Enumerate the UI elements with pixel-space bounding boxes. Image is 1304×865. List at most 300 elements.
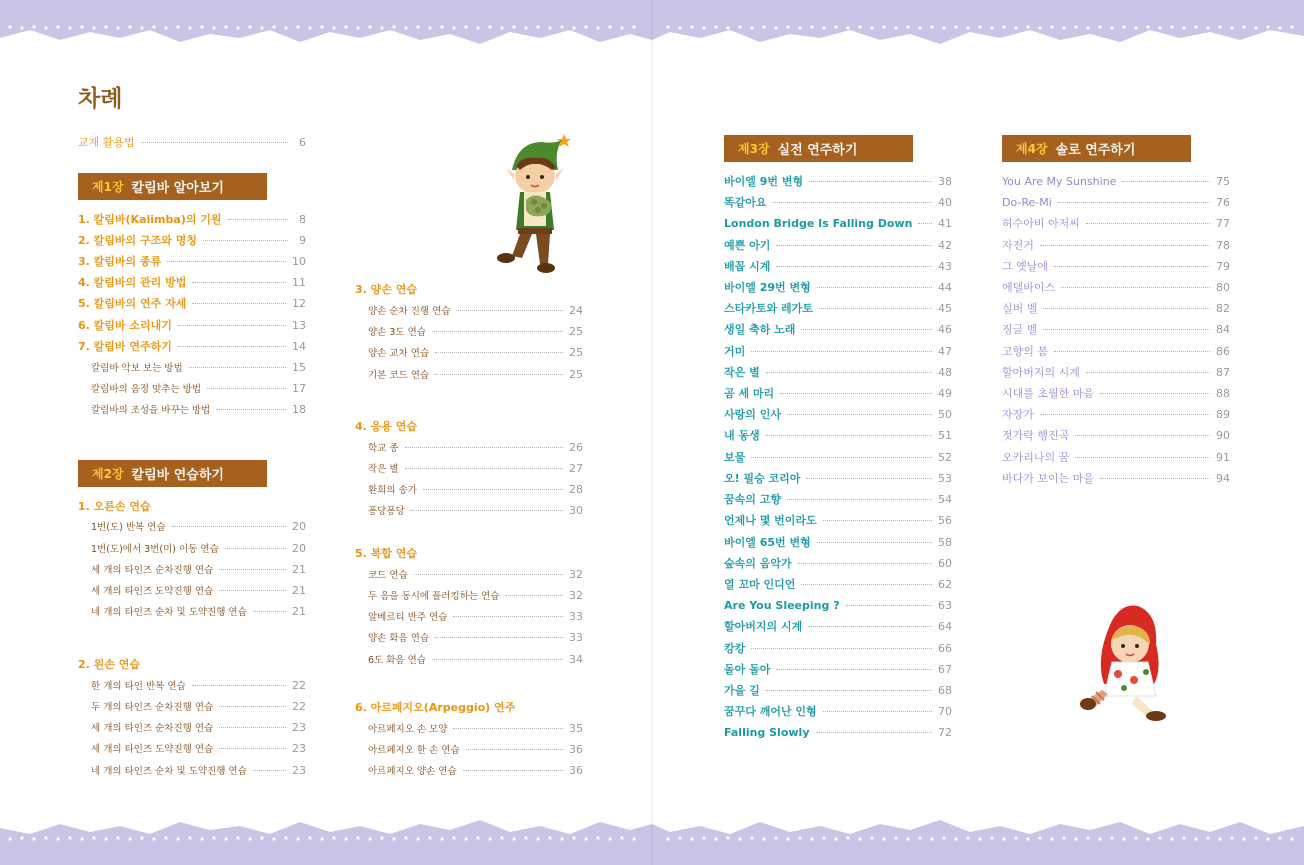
section-heading-both-hands[interactable]: 3. 양손 연습 [355,283,417,296]
toc-entry-label: 자전거 [1002,239,1034,252]
toc-entry-label: 캉캉 [724,642,746,655]
toc-entry-label: 세 개의 타인즈 순차진행 연습 [91,565,214,576]
leader-dots [787,414,932,415]
section-heading-right-hand[interactable]: 1. 오른손 연습 [78,500,151,513]
toc-entry-page: 28 [569,482,583,496]
toc-entry-label: 열 꼬마 인디언 [724,578,796,591]
toc-entry-page: 78 [1216,238,1230,252]
toc-entry[interactable] [724,576,952,592]
toc-entry-label: 바다가 보이는 마을 [1002,472,1095,485]
toc-entry-label: 젓가락 행진곡 [1002,429,1070,442]
toc-entry[interactable] [724,703,952,719]
toc-subentry[interactable] [78,698,306,714]
toc-entry-label: 생일 축하 노래 [724,323,796,336]
toc-entry-label: 양손 3도 연습 [368,327,426,338]
toc-entry-label: 할아버지의 시계 [724,620,803,633]
toc-entry-page: 40 [938,195,952,209]
toc-entry-label: 오! 필승 코리아 [724,472,801,485]
toc-entry[interactable] [724,406,952,422]
toc-subentry[interactable] [355,629,583,645]
leader-dots [1100,393,1210,394]
toc-entry-page: 15 [292,360,306,374]
toc-entry-page: 33 [569,630,583,644]
toc-entry[interactable] [1002,279,1230,295]
toc-entry[interactable] [1002,194,1230,210]
toc-entry[interactable] [724,173,952,189]
chapter-1-number: 제1장 [92,180,124,194]
leader-dots [505,595,563,596]
toc-entry-page: 27 [569,461,583,475]
leader-dots [780,393,932,394]
leader-dots [1043,329,1210,330]
toc-entry-page: 11 [292,275,306,289]
toc-entry[interactable] [1002,406,1230,422]
toc-entry-label: 아르페지오 한 손 연습 [368,745,460,756]
toc-entry[interactable] [724,491,952,507]
toc-entry-page: 64 [938,619,952,633]
toc-entry-label: 기본 코드 연습 [368,370,430,381]
toc-entry[interactable] [78,274,306,290]
leader-dots [801,329,932,330]
toc-subentry[interactable] [355,366,583,382]
toc-subentry[interactable] [355,481,583,497]
toc-entry[interactable] [724,279,952,295]
red-hood-girl-illustration [1078,600,1178,728]
toc-entry[interactable] [724,661,952,677]
toc-entry-page: 41 [938,216,952,230]
toc-entry-page: 25 [569,324,583,338]
leader-dots [776,245,932,246]
toc-entry-page: 63 [938,598,952,612]
toc-entry-page: 21 [292,583,306,597]
toc-entry-label: 자장가 [1002,408,1034,421]
toc-entry-page: 38 [938,174,952,188]
toc-entry-page: 45 [938,301,952,315]
leader-dots [1100,478,1210,479]
toc-entry-page: 43 [938,259,952,273]
leader-dots [172,526,286,527]
leader-dots [809,181,932,182]
toc-entry-label: 꿈꾸다 깨어난 인형 [724,705,817,718]
toc-entry-page: 87 [1216,365,1230,379]
toc-entry-page: 32 [569,588,583,602]
toc-entry-page: 67 [938,662,952,676]
toc-entry-page: 60 [938,556,952,570]
toc-entry[interactable] [1002,449,1230,465]
toc-entry-label: 네 개의 타인즈 순차 및 도약진행 연습 [91,607,247,618]
toc-entry-label: 꿈속의 고향 [724,493,781,506]
chapter-3-title: 실전 연주하기 [777,143,858,158]
toc-entry-page: 36 [569,763,583,777]
leader-dots [819,308,932,309]
toc-entry-label: 바이엘 65번 변형 [724,536,811,549]
toc-entry-page: 34 [569,652,583,666]
toc-entry-label: 1번(도)에서 3번(미) 이동 연습 [91,544,219,555]
toc-subentry[interactable] [78,401,306,417]
toc-entry[interactable] [78,253,306,269]
book-spine [651,0,653,865]
leader-dots [787,499,932,500]
toc-entry[interactable] [724,534,952,550]
leader-dots [253,770,286,771]
leader-dots [816,732,933,733]
toc-entry-label: 양손 화음 연습 [368,633,430,644]
toc-subentry[interactable] [78,719,306,735]
toc-entry[interactable] [1002,258,1230,274]
leader-dots [192,282,286,283]
toc-entry-page: 54 [938,492,952,506]
toc-subentry[interactable] [355,741,583,757]
leader-dots [766,690,932,691]
toc-entry-label: 고향의 봄 [1002,345,1049,358]
chapter-3-number: 제3장 [738,142,770,156]
toc-entry-label: 두 음을 동시에 플러킹하는 연습 [368,591,500,602]
chapter-4-number: 제4장 [1016,142,1048,156]
toc-subentry[interactable] [78,561,306,577]
toc-entry[interactable] [724,194,952,210]
toc-subentry[interactable] [78,603,306,619]
toc-entry-page: 35 [569,721,583,735]
toc-entry-page: 26 [569,440,583,454]
toc-subentry[interactable] [355,587,583,603]
leader-dots [456,310,563,311]
toc-entry-page: 13 [292,318,306,332]
toc-subentry[interactable] [355,720,583,736]
toc-entry-label: 예쁜 아기 [724,239,771,252]
leader-dots [423,489,563,490]
toc-entry[interactable] [1002,427,1230,443]
toc-entry[interactable] [724,343,952,359]
toc-entry[interactable] [724,237,952,253]
leader-dots [225,548,286,549]
toc-subentry[interactable] [78,380,306,396]
toc-entry-label: 아르페지오 양손 연습 [368,766,457,777]
toc-subentry[interactable] [78,677,306,693]
elf-boy-illustration [492,130,582,276]
toc-entry[interactable] [724,321,952,337]
toc-entry-label: 6도 화음 연습 [368,655,426,666]
leader-dots [1086,372,1210,373]
toc-entry-page: 33 [569,609,583,623]
toc-entry-label: 바이엘 29번 변형 [724,281,811,294]
toc-entry-page: 6 [299,135,306,149]
toc-entry-label: 양손 순차 진행 연습 [368,306,451,317]
toc-entry[interactable] [1002,343,1230,359]
toc-entry-label: 환희의 송가 [368,485,417,496]
toc-entry-page: 30 [569,503,583,517]
toc-entry[interactable] [724,258,952,274]
toc-entry[interactable] [724,364,952,380]
leader-dots [435,374,563,375]
toc-entry-page: 22 [292,678,306,692]
toc-entry-page: 42 [938,238,952,252]
leader-dots [453,728,563,729]
toc-entry-label: 6. 칼림바 소리내기 [78,319,172,332]
toc-subentry[interactable] [355,302,583,318]
toc-entry-label: 배꼽 시계 [724,260,771,273]
toc-entry-page: 82 [1216,301,1230,315]
toc-entry-label: Are You Sleeping ? [724,598,840,612]
toc-entry-label: 네 개의 타인즈 순차 및 도약진행 연습 [91,766,247,777]
toc-entry-page: 12 [292,296,306,310]
toc-entry[interactable] [1002,215,1230,231]
toc-entry-label: 작은 별 [368,464,399,475]
toc-entry-page: 48 [938,365,952,379]
section-heading-arpeggio[interactable]: 6. 아르페지오(Arpeggio) 연주 [355,701,516,714]
toc-entry-label: Falling Slowly [724,725,810,739]
toc-entry-page: 77 [1216,216,1230,230]
leader-dots [1058,202,1210,203]
toc-entry-label: 5. 칼림바의 연주 자세 [78,297,187,310]
toc-entry[interactable] [1002,385,1230,401]
toc-subentry[interactable] [78,740,306,756]
toc-entry-label: 사랑의 인사 [724,408,781,421]
toc-entry-page: 80 [1216,280,1230,294]
toc-subentry[interactable] [78,540,306,556]
toc-entry-page: 90 [1216,428,1230,442]
toc-entry[interactable] [1002,321,1230,337]
toc-entry[interactable] [724,618,952,634]
toc-entry[interactable] [724,215,952,231]
toc-entry-label: 숲속의 음악가 [724,557,792,570]
toc-entry-label: 코드 연습 [368,570,408,581]
toc-entry-page: 23 [292,763,306,777]
toc-entry[interactable] [724,470,952,486]
leader-dots [1075,435,1210,436]
toc-subentry[interactable] [355,460,583,476]
toc-entry-page: 50 [938,407,952,421]
toc-entry-label: 똑같아요 [724,196,767,209]
toc-entry-label: 언제나 몇 번이라도 [724,514,817,527]
leader-dots [776,266,932,267]
toc-entry-page: 75 [1216,174,1230,188]
toc-entry-label: 7. 칼림바 연주하기 [78,340,172,353]
toc-entry[interactable] [724,512,952,528]
toc-entry[interactable] [724,682,952,698]
toc-entry-label: 허수아비 아저씨 [1002,217,1080,230]
toc-entry[interactable] [78,295,306,311]
leader-dots [192,303,286,304]
toc-entry[interactable] [1002,364,1230,380]
leader-dots [751,351,932,352]
leader-dots [141,142,288,143]
toc-entry-label: 알베르티 반주 연습 [368,612,448,623]
leader-dots [776,669,932,670]
leader-dots [751,648,932,649]
toc-entry-label: Do-Re-Mi [1002,195,1052,209]
toc-entry-page: 23 [292,720,306,734]
toc-entry-label: 칼림바의 음정 맞추는 방법 [91,384,202,395]
toc-entry[interactable] [724,300,952,316]
leader-dots [178,346,286,347]
toc-entry-label: 3. 칼림바의 종류 [78,255,162,268]
leader-dots [466,749,563,750]
toc-subentry[interactable] [355,439,583,455]
leader-dots [219,590,286,591]
toc-entry-page: 17 [292,381,306,395]
toc-entry[interactable] [724,640,952,656]
toc-entry-label: 교재 활용법 [78,136,135,149]
leader-dots [432,659,563,660]
toc-subentry[interactable] [78,518,306,534]
toc-entry-label: 내 동생 [724,429,760,442]
leader-dots [1061,287,1210,288]
leader-dots [1043,308,1210,309]
toc-entry-page: 44 [938,280,952,294]
leader-dots [435,637,563,638]
toc-entry-label: 세 개의 타인즈 도약진행 연습 [91,744,214,755]
toc-entry-label: 두 개의 타인즈 순차진행 연습 [91,702,214,713]
toc-entry[interactable] [1002,173,1230,189]
toc-entry-page: 32 [569,567,583,581]
toc-entry-page: 10 [292,254,306,268]
leader-dots [823,711,932,712]
toc-entry-label: 세 개의 타인즈 순차진행 연습 [91,723,214,734]
toc-entry[interactable] [724,385,952,401]
toc-entry-label: 학교 종 [368,443,399,454]
leader-dots [846,605,932,606]
toc-entry[interactable] [78,232,306,248]
leader-dots [823,520,932,521]
leader-dots [1054,351,1210,352]
toc-entry[interactable] [724,449,952,465]
toc-entry-label: 4. 칼림바의 관리 방법 [78,276,187,289]
chapter-4-banner[interactable] [1002,135,1191,162]
toc-entry-page: 20 [292,519,306,533]
leader-dots [167,261,286,262]
toc-entry-label: 돌아 돌아 [724,663,771,676]
chapter-1-title: 칼림바 알아보기 [131,181,224,196]
toc-entry[interactable] [724,427,952,443]
toc-entry-label: 퐁당퐁당 [368,506,405,517]
toc-entry-label: 아르페지오 손 모양 [368,724,448,735]
toc-entry-page: 14 [292,339,306,353]
leader-dots [414,574,563,575]
toc-subentry[interactable] [355,651,583,667]
toc-entry-page: 9 [299,233,306,247]
leader-dots [219,727,286,728]
toc-entry-label: 한 개의 타인 반복 연습 [91,681,186,692]
toc-entry[interactable] [78,211,306,227]
toc-subentry[interactable] [78,359,306,375]
leader-dots [405,468,563,469]
toc-entry-page: 46 [938,322,952,336]
leader-dots [798,563,932,564]
toc-entry[interactable] [724,555,952,571]
leader-dots [216,409,286,410]
toc-entry-label: 스타카토와 레가토 [724,302,813,315]
toc-entry-label: 오카리나의 꿈 [1002,451,1070,464]
toc-entry-label: 칼림바 악보 보는 방법 [91,363,183,374]
toc-entry-label: 실버 벨 [1002,302,1038,315]
leader-dots [219,748,286,749]
leader-dots [189,367,286,368]
toc-entry-page: 24 [569,303,583,317]
chapter-3-banner[interactable] [724,135,913,162]
toc-entry[interactable] [1002,470,1230,486]
toc-entry-page: 68 [938,683,952,697]
toc-subentry[interactable] [355,608,583,624]
toc-subentry[interactable] [355,762,583,778]
toc-entry-page: 18 [292,402,306,416]
leader-dots [453,616,563,617]
toc-entry[interactable] [724,597,952,613]
chapter-4-title: 솔로 연주하기 [1055,143,1136,158]
toc-entry-page: 88 [1216,386,1230,400]
leader-dots [817,287,932,288]
leader-dots [817,542,932,543]
toc-subentry[interactable] [78,762,306,778]
toc-subentry[interactable] [355,323,583,339]
leader-dots [806,478,932,479]
toc-subentry[interactable] [355,502,583,518]
toc-entry-page: 86 [1216,344,1230,358]
leader-dots [435,352,563,353]
leader-dots [808,626,932,627]
toc-entry-label: 칼림바의 조성을 바꾸는 방법 [91,405,211,416]
leader-dots [463,770,563,771]
leader-dots [1086,223,1210,224]
toc-entry-label: 보물 [724,451,746,464]
toc-entry-label: 그 옛날에 [1002,260,1049,273]
chapter-1-banner[interactable] [78,173,267,200]
leader-dots [1040,245,1210,246]
chapter-2-banner[interactable] [78,460,267,487]
toc-entry-page: 62 [938,577,952,591]
toc-entry-label: London Bridge Is Falling Down [724,216,913,230]
leader-dots [411,510,563,511]
leader-dots [219,569,286,570]
toc-entry-page: 52 [938,450,952,464]
toc-entry-label: 1. 칼림바(Kalimba)의 기원 [78,213,222,226]
toc-entry-page: 51 [938,428,952,442]
toc-subentry[interactable] [355,344,583,360]
leader-dots [801,584,932,585]
toc-entry-label: 세 개의 타인즈 도약진행 연습 [91,586,214,597]
toc-entry-label: 1번(도) 반복 연습 [91,522,166,533]
leader-dots [219,706,286,707]
toc-entry[interactable] [78,317,306,333]
toc-entry[interactable] [1002,237,1230,253]
section-heading-left-hand[interactable]: 2. 왼손 연습 [78,658,140,671]
toc-entry-page: 58 [938,535,952,549]
toc-entry-page: 91 [1216,450,1230,464]
toc-entry[interactable] [78,338,306,354]
toc-entry-page: 89 [1216,407,1230,421]
toc-subentry[interactable] [355,566,583,582]
toc-entry-page: 22 [292,699,306,713]
toc-entry[interactable] [724,724,952,740]
section-heading-applied[interactable]: 4. 응용 연습 [355,420,417,433]
toc-entry-label: 거미 [724,345,746,358]
toc-entry[interactable] [1002,300,1230,316]
leader-dots [207,388,286,389]
toc-entry-page: 25 [569,367,583,381]
leader-dots [1054,266,1210,267]
toc-entry-page: 56 [938,513,952,527]
toc-entry-page: 76 [1216,195,1230,209]
toc-entry-intro[interactable] [78,134,306,150]
toc-entry-page: 47 [938,344,952,358]
toc-entry-page: 23 [292,741,306,755]
section-heading-compound[interactable]: 5. 복합 연습 [355,547,417,560]
leader-dots [432,331,563,332]
chapter-2-title: 칼림바 연습하기 [131,468,224,483]
leader-dots [228,219,288,220]
toc-subentry[interactable] [78,582,306,598]
toc-entry-page: 66 [938,641,952,655]
leader-dots [178,325,286,326]
